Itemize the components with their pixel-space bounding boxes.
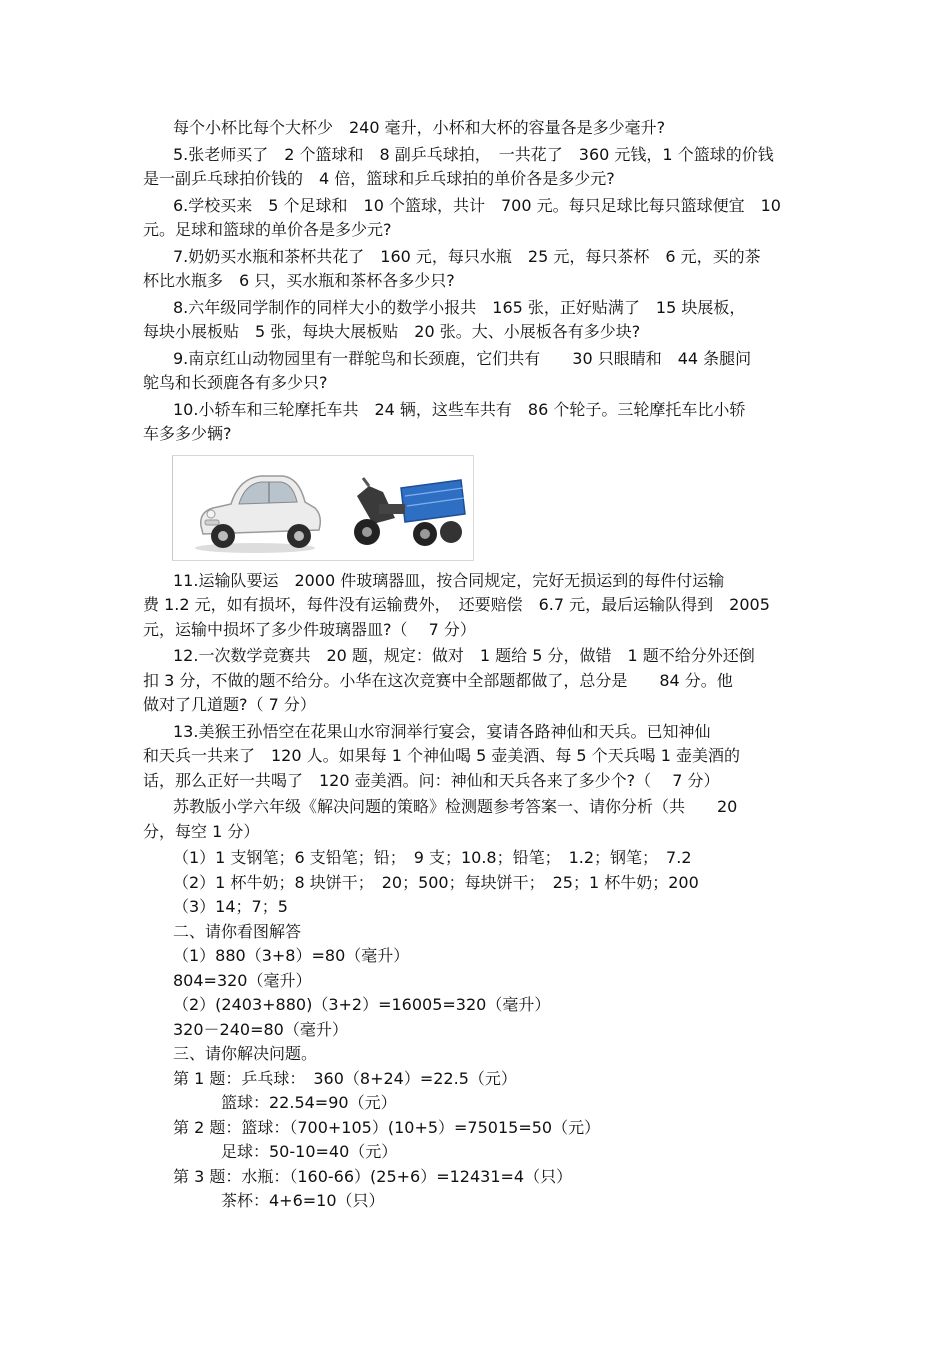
problem-8-line-1: 8.六年级同学制作的同样大小的数学小报共 165 张，正好贴满了 15 块展板， — [173, 297, 746, 317]
problem-12-line-2: 扣 3 分，不做的题不给分。小华在这次竞赛中全部题都做了，总分是 84 分。他 — [143, 670, 733, 690]
answer-key-title-line-2: 分，每空 1 分） — [143, 821, 260, 841]
vehicles-figure — [172, 455, 474, 561]
problem-6-line-2: 元。足球和篮球的单价各是多少元? — [143, 220, 392, 239]
document-content — [143, 116, 810, 1214]
problem-5-line-2: 是一副乒乓球拍价钱的 4 倍，篮球和乒乓球拍的单价各是多少元? — [143, 169, 615, 188]
section-3-heading: 三、请你解决问题。 — [173, 1044, 318, 1063]
answer-3-q3: 第 3 题：水瓶：（160-66）(25+6）=12431=4（只） — [173, 1166, 573, 1186]
problem-8-line-2: 每块小展板贴 5 张，每块大展板贴 20 张。大、小展板各有多少块? — [143, 322, 641, 341]
problem-13-line-2: 和天兵一共来了 120 人。如果每 1 个神仙喝 5 壶美酒、每 5 个天兵喝 1 壶美酒的 — [143, 746, 741, 765]
answer-3-q2: 第 2 题：篮球：（700+105）(10+5）=75015=50（元） — [173, 1117, 601, 1137]
answer-3-q1-basketball: 篮球：22.54=90（元） — [221, 1093, 397, 1112]
answer-1-1: （1）1 支钢笔；6 支铅笔；铅； 9 支；10.8；铅笔； 1.2；钢笔； 7.2 — [173, 848, 692, 867]
problem-6-line-1: 6.学校买来 5 个足球和 10 个篮球，共计 700 元。每只足球比每只篮球便宜 10 — [173, 195, 781, 215]
problem-10-line-2: 车多多少辆? — [143, 424, 232, 443]
problem-4-continuation: 每个小杯比每个大杯少 240 毫升，小杯和大杯的容量各是多少毫升? — [173, 118, 666, 137]
problem-10-line-1: 10.小轿车和三轮摩托车共 24 辆，这些车共有 86 个轮子。三轮摩托车比小轿 — [173, 399, 746, 419]
problem-11-line-2: 费 1.2 元，如有损坏，每件没有运输费外， 还要赔偿 6.7 元，最后运输队得到 2005 — [143, 595, 770, 614]
problem-7-line-1: 7.奶奶买水瓶和茶杯共花了 160 元，每只水瓶 25 元，每只茶杯 6 元，买的茶 — [173, 246, 761, 266]
problem-5-line-1: 5.张老师买了 2 个篮球和 8 副乒乓球拍， 一共花了 360 元钱，1 个篮球的价钱 — [173, 144, 774, 164]
answer-key-title-line-1: 苏教版小学六年级《解决问题的策略》检测题参考答案一、请你分析（共 20 — [173, 797, 738, 816]
answer-2-line-4: 320－240=80（毫升） — [173, 1019, 348, 1039]
answer-2-line-1: （1）880（3+8）=80（毫升） — [173, 946, 410, 965]
car-icon — [183, 456, 333, 560]
problem-12-line-1: 12.一次数学竞赛共 20 题，规定：做对 1 题给 5 分，做错 1 题不给分外还倒 — [173, 646, 755, 665]
answer-2-line-2: 804=320（毫升） — [173, 970, 312, 990]
answer-1-2: （2）1 杯牛奶；8 块饼干； 20；500；每块饼干； 25；1 杯牛奶；200 — [173, 872, 699, 892]
problem-11-line-3: 元，运输中损坏了多少件玻璃器皿?（ 7 分） — [143, 619, 476, 639]
problem-9-line-2: 鸵鸟和长颈鹿各有多少只? — [143, 373, 328, 392]
three-wheel-motorcycle-icon — [343, 456, 473, 560]
answer-3-q1: 第 1 题：乒乓球： 360（8+24）=22.5（元） — [173, 1068, 517, 1088]
problem-13-line-3: 话，那么正好一共喝了 120 壶美酒。问：神仙和天兵各来了多少个?（ 7 分） — [143, 770, 720, 790]
problem-7-line-2: 杯比水瓶多 6 只，买水瓶和茶杯各多少只? — [143, 271, 455, 290]
answer-1-3: （3）14；7；5 — [173, 897, 288, 916]
answer-3-q3-teacup: 茶杯：4+6=10（只） — [221, 1191, 385, 1210]
section-2-heading: 二、请你看图解答 — [173, 921, 302, 941]
answer-2-line-3: （2）(2403+880)（3+2）=16005=320（毫升） — [173, 995, 551, 1014]
problem-9-line-1: 9.南京红山动物园里有一群鸵鸟和长颈鹿，它们共有 30 只眼睛和 44 条腿问 — [173, 348, 752, 368]
problem-13-line-1: 13.美猴王孙悟空在花果山水帘洞举行宴会，宴请各路神仙和天兵。已知神仙 — [173, 721, 711, 741]
problem-11-line-1: 11.运输队要运 2000 件玻璃器皿，按合同规定，完好无损运到的每件付运输 — [173, 570, 725, 590]
answer-3-q2-football: 足球：50-10=40（元） — [221, 1142, 398, 1161]
problem-12-line-3: 做对了几道题?（ 7 分） — [143, 695, 316, 714]
